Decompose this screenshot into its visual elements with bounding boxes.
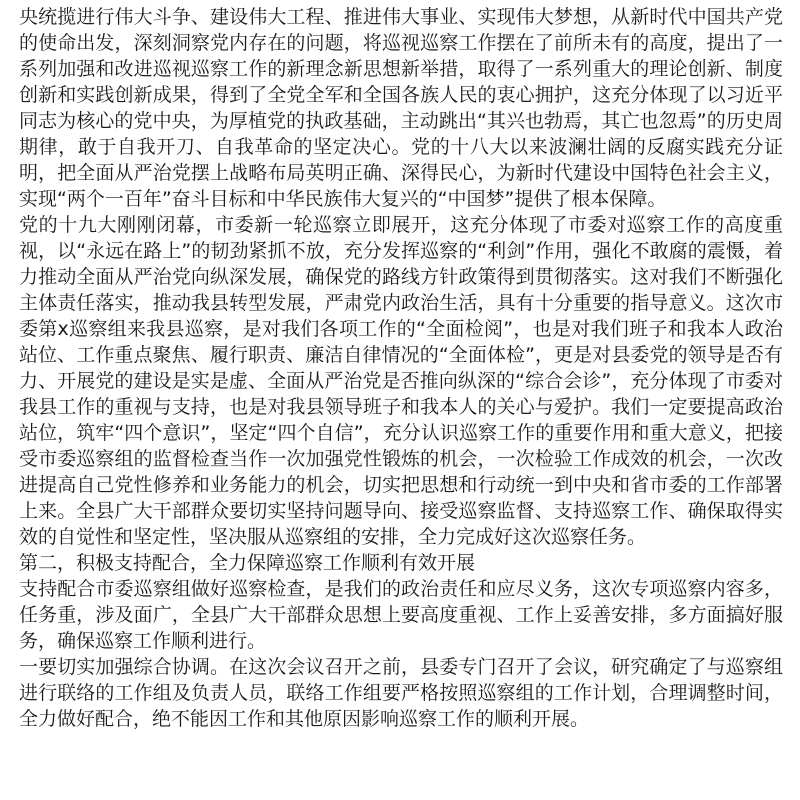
document-body	[19, 4, 783, 732]
paragraph-importance: 党的十九大刚刚闭幕，市委新一轮巡察立即展开，这充分体现了市委对巡察工作的高度重视，以“永远在路上”的韧劲紧抓不放，充分发挥巡察的“利剑”作用，强化不敢腐的震慑，着力推动全面从严治党向纵深发展，确保党的路线方针政策得到贯彻落实。这对我们不断强化主体责任落实，推动我县转型发展，严肃党内政治生活，具有十分重要的指导意义。这次市委第x巡察组来我县巡察，是对我们各项工作的“全面检阅”，也是对我们班子和我本人政治站位、工作重点聚焦、履行职责、廉洁自律情况的“全面体检”，更是对县委党的领导是否有力、开展党的建设是实是虚、全面从严治党是否推向纵深的“综合会诊”，充分体现了市委对我县工作的重视与支持，也是对我县领导班子和我本人的关心与爱护。我们一定要提高政治站位，筑牢“四个意识”，坚定“四个自信”，充分认识巡察工作的重要作用和重大意义，把接受市委巡察组的监督检查当作一次加强党性锻炼的机会，一次检验工作成效的机会，一次改进提高自己党性修养和业务能力的机会，切实把思想和行动统一到中央和省市委的工作部署上来。全县广大干部群众要切实坚持问题导向、接受巡察监督、支持巡察工作、确保取得实效的自觉性和坚定性，坚决服从巡察组的安排，全力完成好这次巡察任务。	[19, 214, 783, 548]
paragraph-intro: 央统揽进行伟大斗争、建设伟大工程、推进伟大事业、实现伟大梦想，从新时代中国共产党的使命出发，深刻洞察党内存在的问题，将巡视巡察工作摆在了前所未有的高度，提出了一系列加强和改进巡视巡察工作的新理念新思想新举措，取得了一系列重大的理论创新、制度创新和实践创新成果，得到了全党全军和全国各族人民的衷心拥护，这充分体现了以习近平同志为核心的党中央，为厚植党的执政基础，主动跳出“其兴也勃焉，其亡也忽焉”的历史周期律，敢于自我开刀、自我革命的坚定决心。党的十八大以来波澜壮阔的反腐实践充分证明，把全面从严治党摆上战略布局英明正确、深得民心，为新时代建设中国特色社会主义，实现“两个一百年”奋斗目标和中华民族伟大复兴的“中国梦”提供了根本保障。	[19, 6, 783, 210]
paragraph-support: 支持配合市委巡察组做好巡察检查，是我们的政治责任和应尽义务，这次专项巡察内容多，任务重，涉及面广，全县广大干部群众思想上要高度重视、工作上妥善安排，多方面搞好服务，确保巡察工作顺利进行。	[19, 578, 783, 652]
paragraph-coordination: 一要切实加强综合协调。在这次会议召开之前，县委专门召开了会议，研究确定了与巡察组进行联络的工作组及负责人员，联络工作组要严格按照巡察组的工作计划，合理调整时间，全力做好配合，绝不能因工作和其他原因影响巡察工作的顺利开展。	[19, 656, 783, 730]
section-heading: 第二，积极支持配合，全力保障巡察工作顺利有效开展	[19, 552, 476, 574]
